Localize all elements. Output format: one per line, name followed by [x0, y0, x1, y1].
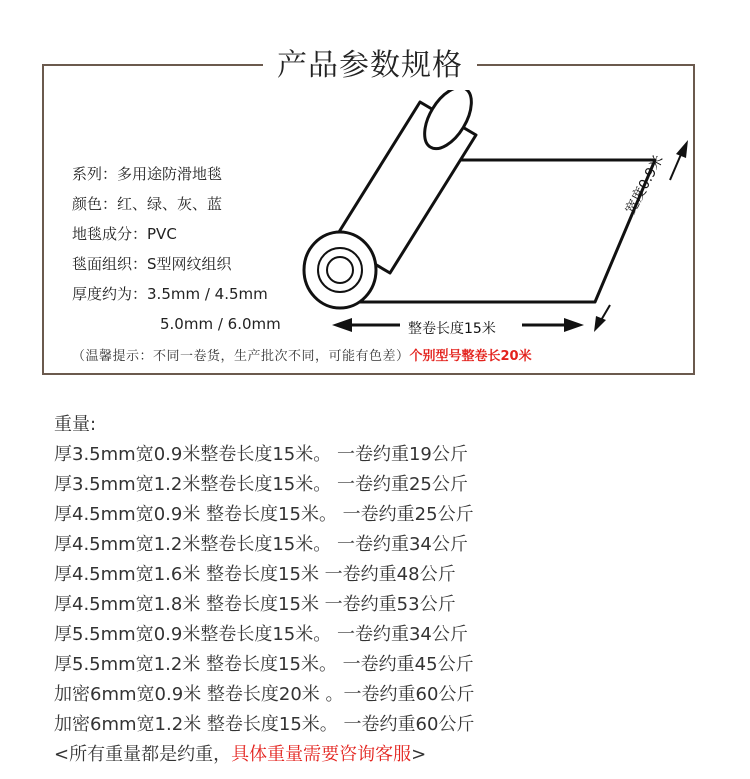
weight-heading: 重量: [54, 414, 97, 435]
notice-line [72, 345, 532, 364]
length-arrowhead-left [332, 318, 352, 332]
roll-core-inner [327, 257, 353, 283]
weight-row: 厚4.5mm宽0.9米 整卷长度15米。 一卷约重25公斤 [54, 504, 474, 525]
weight-row: 厚3.5mm宽1.2米整卷长度15米。 一卷约重25公斤 [54, 474, 468, 495]
weight-row: 厚5.5mm宽1.2米 整卷长度15米。 一卷约重45公斤 [54, 654, 474, 675]
notice-text: （温馨提示：不同一卷货，生产批次不同，可能有色差） [72, 349, 410, 364]
spec-value: 3.5mm / 4.5mm [147, 285, 268, 303]
spec-row-series [72, 159, 281, 189]
weight-list [54, 410, 474, 770]
section-title: 产品参数规格 [263, 44, 477, 88]
weight-row: 厚4.5mm宽1.2米整卷长度15米。 一卷约重34公斤 [54, 534, 468, 555]
length-label: 整卷长度15米 [408, 321, 496, 337]
spec-value: 多用途防滑地毯 [117, 165, 223, 183]
spec-value: S型网纹组织 [147, 255, 232, 273]
rolled-mat-illustration [300, 90, 690, 340]
length-arrowhead-right [564, 318, 584, 332]
weight-row: 厚3.5mm宽0.9米整卷长度15米。 一卷约重19公斤 [54, 444, 468, 465]
spec-label: 系列： [72, 165, 118, 183]
weight-row: 加密6mm宽0.9米 整卷长度20米 。一卷约重60公斤 [54, 684, 475, 705]
spec-label: 厚度约为： [72, 285, 148, 303]
spec-row-color [72, 189, 281, 219]
spec-list [72, 159, 281, 339]
width-label: 宽度0.9米 [622, 152, 667, 217]
spec-value: 红、绿、灰、蓝 [117, 195, 223, 213]
weight-row: 厚4.5mm宽1.6米 整卷长度15米 一卷约重48公斤 [54, 564, 456, 585]
width-arrow-top [670, 152, 682, 180]
spec-label: 地毯成分： [72, 225, 148, 243]
footer-red-text: 具体重量需要咨询客服 [231, 744, 412, 765]
weight-row: 厚5.5mm宽0.9米整卷长度15米。 一卷约重34公斤 [54, 624, 468, 645]
footer-suffix: > [411, 744, 427, 765]
spec-row-texture [72, 249, 281, 279]
spec-row-thickness-cont: 5.0mm / 6.0mm [160, 315, 281, 333]
spec-label: 毯面组织： [72, 255, 148, 273]
weight-footer [54, 740, 474, 770]
notice-highlight: 个别型号整卷长20米 [409, 349, 532, 364]
width-arrowhead-top [676, 140, 688, 158]
spec-value: PVC [147, 225, 177, 243]
weight-row: 加密6mm宽1.2米 整卷长度15米。 一卷约重60公斤 [54, 714, 475, 735]
width-arrowhead-bottom [594, 316, 606, 332]
spec-label: 颜色： [72, 195, 118, 213]
weight-row: 厚4.5mm宽1.8米 整卷长度15米 一卷约重53公斤 [54, 594, 456, 615]
spec-row-thickness [72, 279, 281, 309]
footer-prefix: <所有重量都是约重， [54, 744, 232, 765]
spec-row-material [72, 219, 281, 249]
